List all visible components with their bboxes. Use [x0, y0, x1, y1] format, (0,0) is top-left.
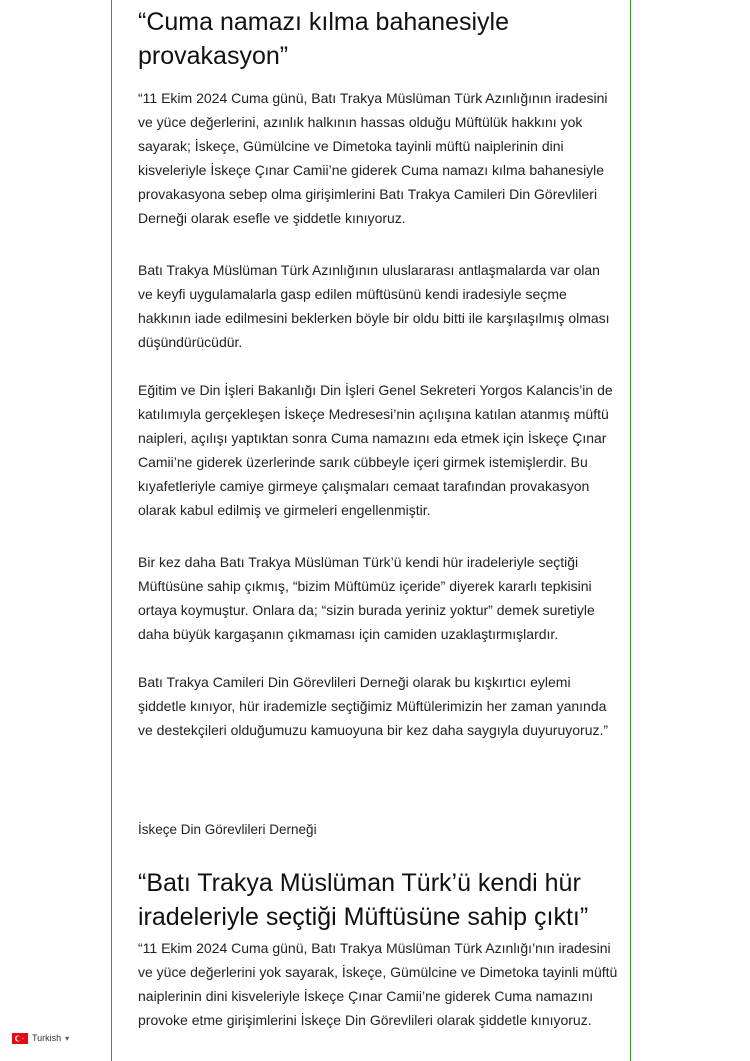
article-paragraph-5: Batı Trakya Camileri Din Görevlileri Derneği olarak bu kışkırtıcı eylemi şiddetle kınıyor, hür irademizle seçtiğimiz Müftülerimizin her zaman yanında ve destekçileri olduğumuzu kamuoyuna bir kez daha saygıyla duyuruyoruz.” — [138, 674, 609, 738]
language-label: Turkish — [32, 1033, 62, 1043]
article-headline-1: “Cuma namazı kılma bahanesiyle provakasyon” — [138, 8, 509, 70]
article-paragraph-2: Batı Trakya Müslüman Türk Azınlığının uluslararası antlaşmalarda var olan ve keyfi uygulamalarla gasp edilen müftüsünü kendi iradesiyle seçme hakkının iade edilmesini beklerken böyle bir oldu bitti ile karşılaşılmış olması düşündürücüdür. — [138, 262, 610, 350]
turkey-flag-icon — [12, 1033, 28, 1044]
article-paragraph-1: “11 Ekim 2024 Cuma günü, Batı Trakya Müslüman Türk Azınlığının iradesini ve yüce değerlerini, azınlık halkının hassas olduğu Müftülük hakkını yok sayarak; İskeçe, Gümülcine ve Dimetoka tayinli müftü naiplerinin dini kisveleriyle İskeçe Çınar Camii’ne giderek Cuma namazı kılma bahanesiyle provakasyona sebep olma girişimlerini Batı Trakya Camileri Din Görevlileri Derneği olarak esefle ve şiddetle kınıyoruz. — [138, 90, 608, 226]
article-paragraph-3: Eğitim ve Din İşleri Bakanlığı Din İşleri Genel Sekreteri Yorgos Kalancis’in de katılımıyla gerçekleşen İskeçe Medresesi’nin açılışına katılan atanmış müftü naipleri, açılışı yaptıktan sonra Cuma namazını eda etmek için İskeçe Çınar Camii’ne giderek üzerlerinde sarık cübbeyle içeri girmek istemişlerdir. Bu kıyafetleriyle camiye girmeye çalışmaları cemaat tarafından provakasyon olarak kabul edilmiş ve girmeleri engellenmiştir. — [138, 382, 613, 518]
language-switcher[interactable] — [12, 1030, 69, 1046]
chevron-down-icon: ▾ — [65, 1033, 70, 1043]
article-headline-2: “Batı Trakya Müslüman Türk’ü kendi hür iradeleriyle seçtiği Müftüsüne sahip çıktı” — [138, 869, 589, 931]
signature: İskeçe Din Görevlileri Derneği — [138, 822, 317, 837]
article-paragraph-6: “11 Ekim 2024 Cuma günü, Batı Trakya Müslüman Türk Azınlığı’nın iradesini ve yüce değerlerini yok sayarak, İskeçe, Gümülcine ve Dimetoka tayinli müftü naiplerinin dini kisveleriyle İskeçe Çınar Camii’ne giderek Cuma namazını provoke etme girişimlerini İskeçe Din Görevlileri olarak şiddetle kınıyoruz. — [138, 940, 618, 1028]
article-paragraph-4: Bir kez daha Batı Trakya Müslüman Türk’ü kendi hür iradeleriyle seçtiği Müftüsüne sahip çıkmış, “bizim Müftümüz içeride” diyerek kararlı tepkisini ortaya koymuştur. Onlara da; “sizin burada yeriniz yoktur” demek suretiyle daha büyük kargaşanın çıkmaması için camiden uzaklaştırmışlardır. — [138, 554, 595, 642]
